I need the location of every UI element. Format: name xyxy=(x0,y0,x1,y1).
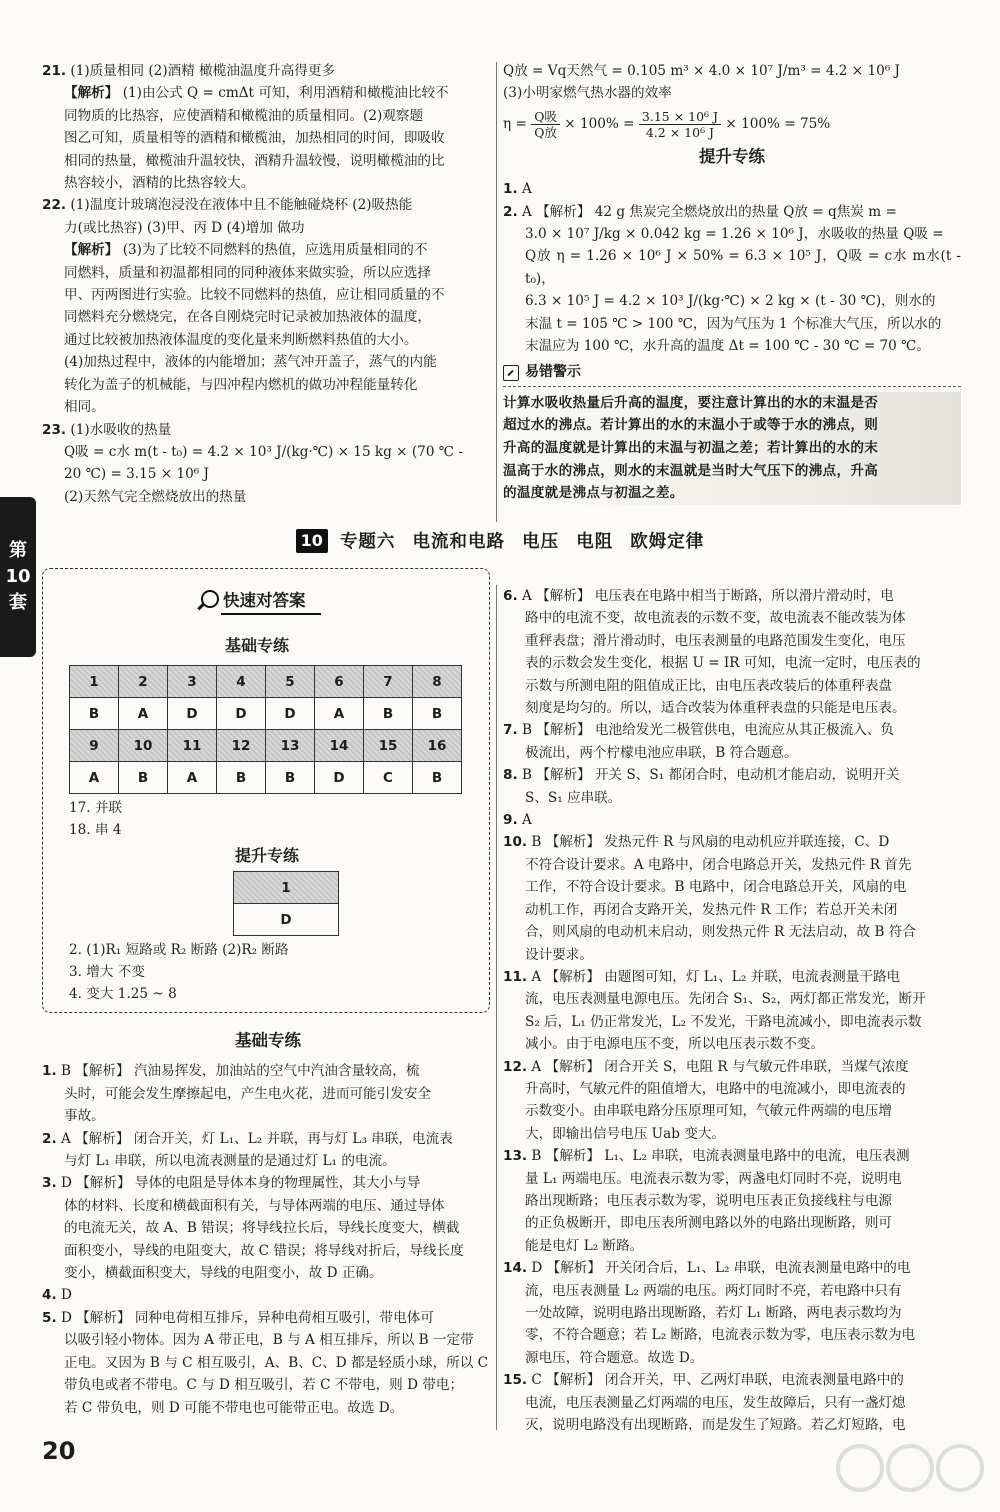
item-continuation: S、S₁ 应串联。 xyxy=(525,789,622,806)
item-continuation: 相同。 xyxy=(64,399,105,416)
item-continuation: 大，即输出信号电压 Uab 变大。 xyxy=(525,1125,726,1142)
right-bottom-column xyxy=(503,585,961,1436)
table-cell: 14 xyxy=(315,730,364,762)
table-cell: B xyxy=(413,762,462,794)
item-continuation: 甲、丙两图进行实验。比较不同燃料的热值，应让相同质量的不 xyxy=(64,287,445,304)
answer-item xyxy=(503,764,961,786)
item-text: A 【解析】 由题图可知，灯 L₁、L₂ 并联，电流表测量干路电 xyxy=(531,968,901,985)
item-continuation: 变小，横截面积变大，导线的电阻变小，故 D 正确。 xyxy=(64,1265,383,1282)
item-continuation: 图乙可知，质量相等的酒精和橄榄油，加热相同的时间，即吸收 xyxy=(64,130,445,147)
item-continuation: 面积变小，导线的电阻变大，故 C 错误；将导线对折后，导线长度 xyxy=(64,1242,464,1259)
item-text: C 【解析】 闭合开关，甲、乙两灯串联，电流表测量电路中的 xyxy=(531,1372,904,1389)
quick-answer-title xyxy=(201,587,306,611)
item-continuation: 灭，说明电路没有出现断路，而是发生了短路。若乙灯短路，电 xyxy=(525,1417,906,1434)
item-number: 15. xyxy=(503,1372,528,1389)
analysis-tag: 【解析】 xyxy=(64,242,119,259)
table-cell: A xyxy=(70,762,119,794)
item-number: 11. xyxy=(503,968,528,985)
item-continuation: 源电压，符合题意。故选 D。 xyxy=(525,1349,704,1366)
basic-practice-title: 基础专练 xyxy=(225,636,290,655)
item-continuation: 能是电灯 L₂ 断路。 xyxy=(525,1237,644,1254)
analysis-tag: 【解析】 xyxy=(64,85,119,102)
item-continuation: 同燃料，质量和初温都相同的同种液体来做实验，所以应选择 xyxy=(64,264,432,281)
section-title-basic: 基础专练 xyxy=(235,1031,301,1050)
table-cell: B xyxy=(413,698,462,730)
item-continuation: 电流，电压表测量乙灯两端的电压，发生故障后，只有一盏灯熄 xyxy=(525,1394,906,1411)
item-continuation: 流，电压表测量 L₂ 两端的电压。两灯同时不亮，若电路中只有 xyxy=(525,1282,902,1299)
item-number: 10. xyxy=(503,834,528,851)
item-text: A 【解析】 闭合开关 S，电阻 R 与气敏元件串联，当煤气浓度 xyxy=(531,1058,909,1075)
table-cell: 8 xyxy=(413,666,462,698)
item-continuation: 极流出，两个柠檬电池应串联，B 符合题意。 xyxy=(525,744,798,761)
item-text: A xyxy=(521,812,532,829)
item-text: (1)水吸收的热量 xyxy=(70,421,172,438)
answer-item xyxy=(503,1257,961,1279)
warning-title: 易错警示 xyxy=(525,364,581,381)
item-continuation: 3.0 × 10⁷ J/kg × 0.042 kg = 1.26 × 10⁶ J，水吸收的热量 Q吸 = xyxy=(525,226,944,243)
item-continuation: 设计要求。 xyxy=(525,946,593,963)
chapter-title: 专题六 电流和电路 电压 电阻 欧姆定律 xyxy=(339,532,705,552)
answer-17: 17. 并联 xyxy=(69,800,123,816)
item-continuation: 动机工作，再闭合支路开关，发热元件 R 工作；若总开关未闭 xyxy=(525,901,898,918)
chapter-header xyxy=(0,528,1000,553)
warning-line: 升高的温度就是计算出的末温与初温之差；若计算出的水的末 xyxy=(503,440,879,457)
table-cell: A xyxy=(168,762,217,794)
table-cell: D xyxy=(266,698,315,730)
q-released-formula: Q放 = Vq天然气 = 0.105 m³ × 4.0 × 10⁷ J/m³ = 4.2 × 10⁶ J xyxy=(503,63,900,79)
efficiency-formula xyxy=(503,109,961,140)
item-continuation: 与灯 L₁ 串联，所以电流表测量的是通过灯 L₁ 的电流。 xyxy=(64,1153,396,1170)
item-continuation: 不符合设计要求。A 电路中，闭合电路总开关，发热元件 R 首先 xyxy=(525,856,912,873)
item-continuation: 路出现断路；电压表示数为零，说明电压表正负接线柱与电源 xyxy=(525,1192,893,1209)
advanced-answers xyxy=(503,178,961,357)
item-text: A 【解析】 电压表在电路中相当于断路，所以滑片滑动时，电 xyxy=(521,588,894,604)
item-continuation: 合，则风扇的电动机未启动，则发热元件 R 无法启动，故 B 符合 xyxy=(525,924,916,941)
item-number: 1. xyxy=(503,181,518,198)
table-cell: 1 xyxy=(70,666,119,698)
table-cell: B xyxy=(217,762,266,794)
table-cell: 5 xyxy=(266,666,315,698)
item-text: (1)由公式 Q = cmΔt 可知，利用酒精和橄榄油比较不 xyxy=(122,85,449,102)
table-cell: 9 xyxy=(70,730,119,762)
answer-item xyxy=(42,239,494,261)
item-continuation: 6.3 × 10⁵ J = 4.2 × 10³ J/(kg·℃) × 2 kg × (t - 30 ℃)，则水的 xyxy=(525,293,936,310)
warning-line: 超过水的沸点。若计算出的水的末温小于或等于水的沸点，则 xyxy=(503,417,879,434)
warning-line: 计算水吸收热量后升高的温度，要注意计算出的水的末温是否 xyxy=(503,394,879,411)
efficiency-heading: (3)小明家燃气热水器的效率 xyxy=(503,85,672,102)
item-continuation: 相同的热量，橄榄油升温较快，酒精升温较慢，说明橄榄油的比 xyxy=(64,152,445,169)
table-row xyxy=(70,698,462,730)
table-cell: B xyxy=(266,762,315,794)
fraction-q: $\frac{\text{Q吸}}{\text{Q放}}$ xyxy=(531,109,560,140)
table-cell: 12 xyxy=(217,730,266,762)
table-cell: D xyxy=(234,904,339,936)
table-cell: 16 xyxy=(413,730,462,762)
chapter-badge: 10 xyxy=(296,529,328,553)
item-number: 8. xyxy=(503,767,518,784)
table-row xyxy=(70,666,462,698)
answer-item xyxy=(42,1307,494,1329)
answer-adv-4: 4. 变大 1.25 ~ 8 xyxy=(69,986,177,1002)
item-continuation: 同燃料充分燃烧完，在各自刚烧完时记录被加热液体的温度， xyxy=(64,309,432,326)
pencil-icon xyxy=(503,365,519,381)
warning-line: 的温度就是沸点与初温之差。 xyxy=(503,485,684,502)
item-text: D 【解析】 同种电荷相互排斥，异种电荷相互吸引，带电体可 xyxy=(60,1309,434,1326)
table-cell: D xyxy=(315,762,364,794)
item-text: D 【解析】 导体的电阻是导体本身的物理属性，其大小与导 xyxy=(60,1175,421,1192)
table-cell: 4 xyxy=(217,666,266,698)
item-continuation: 的电流无关，故 A、B 错误；将导线拉长后，导线长度变大，横截 xyxy=(64,1220,460,1237)
answer-18: 18. 串 4 xyxy=(69,822,122,838)
table-cell: 10 xyxy=(119,730,168,762)
item-number: 1. xyxy=(42,1063,57,1080)
item-number: 14. xyxy=(503,1260,528,1277)
eff-mid: × 100% = xyxy=(564,115,635,132)
fraction-values: $\frac{\text{3.15 × 10⁶ J}}{\text{4.2 × 10⁶ J}}$ xyxy=(639,109,721,140)
item-continuation: 示数变小。由串联电路分压原理可知，气敏元件两端的电压增 xyxy=(525,1103,893,1120)
answer-adv-2: 2. (1)R₁ 短路或 R₂ 断路 (2)R₂ 断路 xyxy=(69,942,289,958)
table-row xyxy=(234,904,339,936)
item-continuation: 重秤表盘；滑片滑动时，电压表测量的电路范围发生变化，电压 xyxy=(525,632,906,649)
item-continuation: 带负电或者不带电。C 与 D 相互吸引，若 C 不带电，则 D 带电； xyxy=(64,1377,464,1394)
item-continuation: 流，电压表测量电源电压。先闭合 S₁、S₂，两灯都正常发光，断开 xyxy=(525,991,926,1008)
quick-answer-box xyxy=(42,568,490,1013)
answer-item xyxy=(503,966,961,988)
item-number: 21. xyxy=(42,63,67,79)
table-cell: 2 xyxy=(119,666,168,698)
item-continuation: 表的示数会发生变化，根据 U = IR 可知，电流一定时，电压表的 xyxy=(525,655,921,672)
item-number: 2. xyxy=(42,1130,57,1147)
column-divider-bottom xyxy=(496,585,497,1430)
answer-item xyxy=(503,1056,961,1078)
answer-item xyxy=(42,194,494,216)
item-continuation: 示数与所测电阻的阻值成正比，由电压表改装后的体重秤表盘 xyxy=(525,677,893,694)
table-row xyxy=(234,872,339,904)
item-continuation: (4)加热过程中，液体的内能增加；蒸气冲开盖子，蒸气的内能 xyxy=(64,354,437,371)
answer-item xyxy=(42,1284,494,1306)
item-continuation: Q放 η = 1.26 × 10⁶ J × 50% = 6.3 × 10⁵ J，Q吸 = c水 m水(t - t₀)， xyxy=(525,248,961,287)
item-text: A 【解析】 闭合开关，灯 L₁、L₂ 并联，再与灯 L₃ 串联，电流表 xyxy=(60,1130,453,1147)
advanced-practice-title: 提升专练 xyxy=(235,846,300,865)
watermark-logo xyxy=(830,1440,990,1506)
tab-char-2: 套 xyxy=(9,592,27,613)
item-number: 12. xyxy=(503,1058,528,1075)
item-number: 23. xyxy=(42,421,67,438)
item-continuation: 通过比较被加热液体温度的变化量来判断燃料热值的大小。 xyxy=(64,331,418,348)
table-cell: D xyxy=(217,698,266,730)
item-number: 2. xyxy=(503,203,518,220)
answer-item xyxy=(503,201,961,223)
table-row xyxy=(70,730,462,762)
answer-item xyxy=(42,419,494,441)
item-continuation: 刻度是均匀的。所以，适合改装为体重秤表盘的只能是电压表。 xyxy=(525,700,906,717)
item-continuation: Q吸 = c水 m(t - t₀) = 4.2 × 10³ J/(kg·℃) × 15 kg × (70 ℃ - xyxy=(64,443,463,460)
item-continuation: 以吸引轻小物体。因为 A 带正电，B 与 A 相互排斥，所以 B 一定带 xyxy=(64,1332,474,1349)
answer-item xyxy=(503,1369,961,1391)
item-continuation: 体的材料、长度和横截面积有关，与导体两端的电压、通过导体 xyxy=(64,1197,445,1214)
answer-item xyxy=(503,585,961,607)
answer-item xyxy=(42,82,494,104)
table-cell: 13 xyxy=(266,730,315,762)
warning-divider xyxy=(503,386,961,388)
item-number: 4. xyxy=(42,1287,57,1304)
section-title-advanced: 提升专练 xyxy=(699,146,765,166)
item-continuation: (2)天然气完全燃烧放出的热量 xyxy=(64,488,247,505)
left-top-column xyxy=(42,60,494,508)
item-number: 3. xyxy=(42,1175,57,1192)
table-cell: B xyxy=(119,762,168,794)
table-cell: 11 xyxy=(168,730,217,762)
item-continuation: 末温应为 100 ℃，水升高的温度 Δt = 100 ℃ - 30 ℃ = 70 ℃。 xyxy=(525,338,930,355)
table-cell: 7 xyxy=(364,666,413,698)
table-cell: A xyxy=(119,698,168,730)
warning-line: 温高于水的沸点，则水的末温就是当时大气压下的沸点，升高 xyxy=(503,462,879,479)
item-continuation: 路中的电流不变，故电流表的示数不变，故电流表不能改装为体 xyxy=(525,610,906,627)
answer-table-basic xyxy=(69,665,462,794)
tab-char-1: 第 xyxy=(9,540,27,561)
table-cell: B xyxy=(70,698,119,730)
item-text: D xyxy=(60,1287,72,1304)
item-number: 22. xyxy=(42,197,67,214)
item-continuation: S₂ 后，L₁ 仍正常发光，L₂ 不发光，干路电流减小，即电流表示数 xyxy=(525,1013,922,1030)
item-continuation: 减小。由于电源电压不变，所以电压表示数不变。 xyxy=(525,1036,825,1053)
item-number: 9. xyxy=(503,812,518,829)
table-cell: B xyxy=(364,698,413,730)
tab-number: 10 xyxy=(5,566,31,587)
item-text: (1)温度计玻璃泡浸没在液体中且不能触碰烧杯 (2)吸热能 xyxy=(70,197,413,214)
item-text: B 【解析】 汽油易挥发，加油站的空气中汽油含量较高，梳 xyxy=(60,1063,420,1080)
item-continuation: 工作，不符合设计要求。B 电路中，闭合电路总开关，风扇的电 xyxy=(525,879,907,896)
table-cell: D xyxy=(168,698,217,730)
item-text: B 【解析】 开关 S、S₁ 都闭合时，电动机才能启动，说明开关 xyxy=(521,767,900,784)
magnifier-icon xyxy=(201,590,219,608)
item-text: B 【解析】 发热元件 R 与风扇的电动机应并联连接，C、D xyxy=(531,834,890,851)
left-bottom-column xyxy=(42,1030,494,1419)
item-text: B 【解析】 L₁、L₂ 串联，电流表测量电路中的电流，电压表测 xyxy=(531,1148,910,1165)
item-continuation: 末温 t = 105 ℃ > 100 ℃，因为气压为 1 个标准大气压，所以水的 xyxy=(525,315,942,332)
item-text: B 【解析】 电池给发光二极管供电，电流应从其正极流入、负 xyxy=(521,722,895,739)
eta-symbol: η = xyxy=(503,115,527,132)
answer-item xyxy=(503,178,961,200)
table-row xyxy=(70,762,462,794)
warning-header xyxy=(503,361,961,383)
item-continuation: 升高时，气敏元件的阻值增大，电路中的电流减小，即电流表的 xyxy=(525,1080,906,1097)
answer-item xyxy=(42,1172,494,1194)
answer-item xyxy=(503,1145,961,1167)
item-continuation: 同物质的比热容，应使酒精和橄榄油的质量相同。(2)观察题 xyxy=(64,107,424,124)
item-continuation: 正电。又因为 B 与 C 相互吸引，A、B、C、D 都是轻质小球，所以 C xyxy=(64,1354,489,1371)
title-underline xyxy=(221,613,321,615)
item-continuation: 零，不符合题意；若 L₂ 断路，电流表示数为零，电压表示数为电 xyxy=(525,1327,916,1344)
answer-item xyxy=(503,831,961,853)
page-number: 20 xyxy=(42,1437,76,1465)
basic-answers xyxy=(42,1060,494,1419)
table-cell: 1 xyxy=(234,872,339,904)
table-cell: 15 xyxy=(364,730,413,762)
item-text: A xyxy=(521,181,532,198)
item-number: 7. xyxy=(503,722,518,739)
answer-item xyxy=(42,60,494,82)
set-number-tab xyxy=(0,497,36,657)
item-continuation: 20 ℃) = 3.15 × 10⁶ J xyxy=(64,466,209,483)
item-number: 13. xyxy=(503,1148,528,1165)
item-text: A 【解析】 42 g 焦炭完全燃烧放出的热量 Q放 = q焦炭 m = xyxy=(521,203,897,220)
item-continuation: 的正负极断开，即电压表所测电路以外的电路出现断路，则可 xyxy=(525,1215,893,1232)
item-continuation: 转化为盖子的机械能，与四冲程内燃机的做功冲程能量转化 xyxy=(64,376,418,393)
item-number: 5. xyxy=(42,1309,57,1326)
answer-item xyxy=(42,1128,494,1150)
item-text: (3)为了比较不同燃料的热值，应选用质量相同的不 xyxy=(122,242,428,259)
table-cell: 3 xyxy=(168,666,217,698)
eff-result: × 100% = 75% xyxy=(725,115,831,132)
answer-item xyxy=(42,1060,494,1082)
item-continuation: 热容较小，酒精的比热容较大。 xyxy=(64,175,255,192)
answer-item xyxy=(503,719,961,741)
item-text: (1)质量相同 (2)酒精 橄榄油温度升高得更多 xyxy=(70,63,336,79)
table-cell: A xyxy=(315,698,364,730)
table-cell: C xyxy=(364,762,413,794)
answer-item xyxy=(503,809,961,831)
item-text: D 【解析】 开关闭合后，L₁、L₂ 串联，电流表测量电路中的电 xyxy=(531,1260,911,1277)
table-cell: 6 xyxy=(315,666,364,698)
item-continuation: 一处故障，说明电路出现断路，若灯 L₁ 断路，两电表示数均为 xyxy=(525,1305,902,1321)
answer-adv-3: 3. 增大 不变 xyxy=(69,964,145,980)
item-continuation: 若 C 带负电，则 D 可能不带电也可能带正电。故选 D。 xyxy=(64,1399,404,1416)
item-number: 6. xyxy=(503,588,518,604)
quick-answer-label: 快速对答案 xyxy=(223,591,306,610)
warning-body xyxy=(503,392,961,505)
item-continuation: 量 L₁ 两端电压。电流表示数为零，两盏电灯同时不亮，说明电 xyxy=(525,1170,902,1187)
item-continuation: 力(或比热容) (3)甲、丙 D (4)增加 做功 xyxy=(64,219,305,236)
right-top-column xyxy=(503,60,961,505)
answer-table-advanced xyxy=(233,871,339,936)
item-continuation: 事故。 xyxy=(64,1108,105,1125)
column-divider-top xyxy=(496,62,497,522)
item-continuation: 头时，可能会发生摩擦起电，产生电火花，进而可能引发安全 xyxy=(64,1085,432,1102)
